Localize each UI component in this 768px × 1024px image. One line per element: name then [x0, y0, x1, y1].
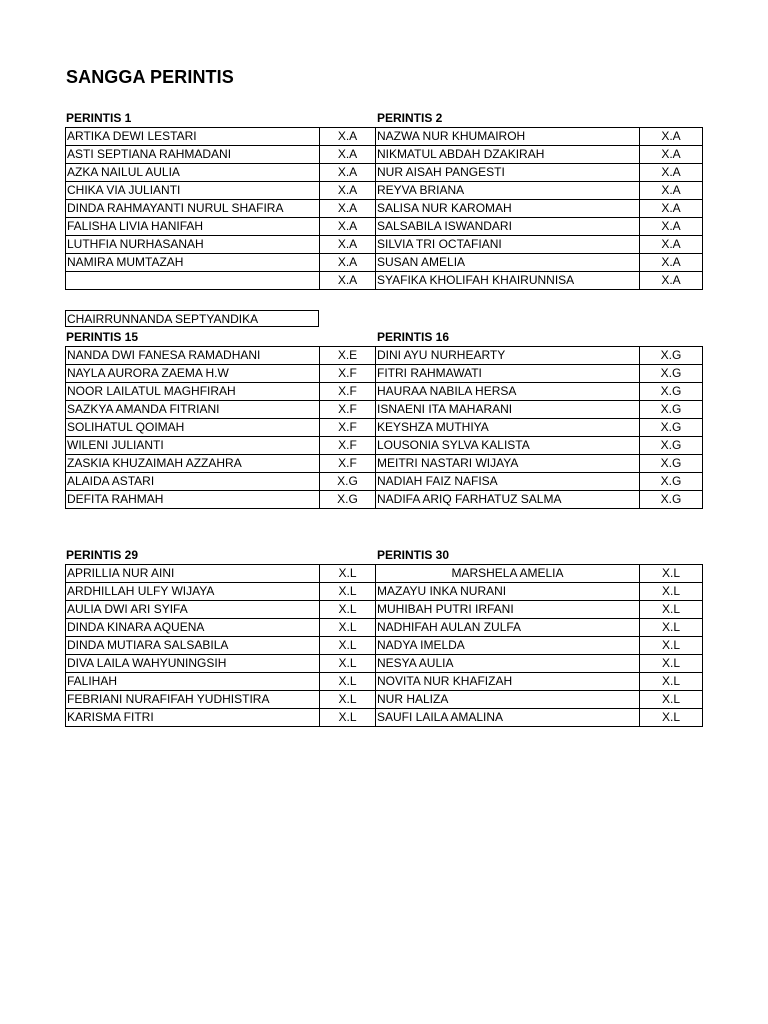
- class-left: X.A: [320, 218, 376, 236]
- class-left: X.L: [320, 601, 376, 619]
- class-left: X.F: [320, 419, 376, 437]
- member-name-right: MUHIBAH PUTRI IRFANI: [376, 601, 640, 619]
- class-left: X.A: [320, 254, 376, 272]
- member-name-left: NANDA DWI FANESA RAMADHANI: [66, 347, 320, 365]
- member-table-b: [65, 346, 703, 509]
- member-name-left: ALAIDA ASTARI: [66, 473, 320, 491]
- member-name-left: APRILLIA NUR AINI: [66, 565, 320, 583]
- table-row: [66, 655, 703, 673]
- group-header-perintis-15: PERINTIS 15: [66, 330, 139, 344]
- table-row: [66, 491, 703, 509]
- table-row: [66, 200, 703, 218]
- table-row: [66, 419, 703, 437]
- member-name-left: DINDA KINARA AQUENA: [66, 619, 320, 637]
- class-right: X.L: [640, 673, 703, 691]
- member-name-right: SYAFIKA KHOLIFAH KHAIRUNNISA: [376, 272, 640, 290]
- member-name-left: NOOR LAILATUL MAGHFIRAH: [66, 383, 320, 401]
- class-left: X.A: [320, 182, 376, 200]
- member-name-right: SUSAN AMELIA: [376, 254, 640, 272]
- class-right: X.A: [640, 146, 703, 164]
- member-name-right: SALISA NUR KAROMAH: [376, 200, 640, 218]
- table-row: [66, 455, 703, 473]
- class-left: X.L: [320, 637, 376, 655]
- member-name-left: ARDHILLAH ULFY WIJAYA: [66, 583, 320, 601]
- class-left: X.E: [320, 347, 376, 365]
- class-left: X.L: [320, 619, 376, 637]
- table-row: [66, 709, 703, 727]
- member-name-left: [66, 272, 320, 290]
- group-header-perintis-29: PERINTIS 29: [66, 548, 139, 562]
- member-name-left: AZKA NAILUL AULIA: [66, 164, 320, 182]
- class-left: X.G: [320, 473, 376, 491]
- member-name-right: NADYA IMELDA: [376, 637, 640, 655]
- member-name-right: NOVITA NUR KHAFIZAH: [376, 673, 640, 691]
- class-right: X.G: [640, 491, 703, 509]
- member-name-left: ASTI SEPTIANA RAHMADANI: [66, 146, 320, 164]
- class-right: X.G: [640, 473, 703, 491]
- member-table-c: [65, 564, 703, 727]
- member-name-right: NESYA AULIA: [376, 655, 640, 673]
- class-left: X.F: [320, 437, 376, 455]
- table-row: [66, 128, 703, 146]
- member-name-left: FALISHA LIVIA HANIFAH: [66, 218, 320, 236]
- class-left: X.A: [320, 200, 376, 218]
- class-right: X.A: [640, 272, 703, 290]
- member-name-left: DEFITA RAHMAH: [66, 491, 320, 509]
- class-left: X.L: [320, 583, 376, 601]
- member-name-left: AULIA DWI ARI SYIFA: [66, 601, 320, 619]
- class-left: X.A: [320, 128, 376, 146]
- table-row: [66, 164, 703, 182]
- class-right: X.A: [640, 128, 703, 146]
- member-name-left: SOLIHATUL QOIMAH: [66, 419, 320, 437]
- member-name-right: NADHIFAH AULAN ZULFA: [376, 619, 640, 637]
- member-name-right: NUR AISAH PANGESTI: [376, 164, 640, 182]
- member-name-right: NIKMATUL ABDAH DZAKIRAH: [376, 146, 640, 164]
- class-left: X.F: [320, 401, 376, 419]
- member-name-left: ZASKIA KHUZAIMAH AZZAHRA: [66, 455, 320, 473]
- class-left: X.F: [320, 383, 376, 401]
- table-row: [66, 236, 703, 254]
- table-row: [66, 637, 703, 655]
- class-right: X.G: [640, 401, 703, 419]
- member-name-left: NAYLA AURORA ZAEMA H.W: [66, 365, 320, 383]
- table-row: [66, 254, 703, 272]
- class-right: X.G: [640, 347, 703, 365]
- class-left: X.A: [320, 236, 376, 254]
- member-name-right: NAZWA NUR KHUMAIROH: [376, 128, 640, 146]
- table-row: [66, 437, 703, 455]
- table-row: [66, 347, 703, 365]
- member-name-right: FITRI RAHMAWATI: [376, 365, 640, 383]
- class-right: X.L: [640, 619, 703, 637]
- member-name-left: ARTIKA DEWI LESTARI: [66, 128, 320, 146]
- member-name-left: DIVA LAILA WAHYUNINGSIH: [66, 655, 320, 673]
- table-row: [66, 383, 703, 401]
- member-name-right: LOUSONIA SYLVA KALISTA: [376, 437, 640, 455]
- member-name-left: NAMIRA MUMTAZAH: [66, 254, 320, 272]
- class-right: X.A: [640, 200, 703, 218]
- member-name-left: LUTHFIA NURHASANAH: [66, 236, 320, 254]
- class-right: X.A: [640, 218, 703, 236]
- class-right: X.G: [640, 455, 703, 473]
- class-right: X.A: [640, 182, 703, 200]
- class-left: X.L: [320, 655, 376, 673]
- class-right: X.L: [640, 691, 703, 709]
- table-row: [66, 673, 703, 691]
- member-name-right: SALSABILA ISWANDARI: [376, 218, 640, 236]
- member-name-right: SAUFI LAILA AMALINA: [376, 709, 640, 727]
- class-right: X.L: [640, 583, 703, 601]
- class-right: X.G: [640, 437, 703, 455]
- member-name-left: DINDA MUTIARA SALSABILA: [66, 637, 320, 655]
- group-header-perintis-1: PERINTIS 1: [66, 111, 132, 125]
- member-name-right: HAURAA NABILA HERSA: [376, 383, 640, 401]
- member-name-left: FEBRIANI NURAFIFAH YUDHISTIRA: [66, 691, 320, 709]
- class-right: X.A: [640, 236, 703, 254]
- class-left: X.A: [320, 164, 376, 182]
- member-name-right: MEITRI NASTARI WIJAYA: [376, 455, 640, 473]
- class-right: X.G: [640, 419, 703, 437]
- member-name-left: SAZKYA AMANDA FITRIANI: [66, 401, 320, 419]
- class-left: X.A: [320, 146, 376, 164]
- member-name-left: FALIHAH: [66, 673, 320, 691]
- table-row: [66, 272, 703, 290]
- class-right: X.L: [640, 565, 703, 583]
- member-name-right: REYVA BRIANA: [376, 182, 640, 200]
- class-left: X.G: [320, 491, 376, 509]
- member-name-right: NADIFA ARIQ FARHATUZ SALMA: [376, 491, 640, 509]
- table-row: [66, 601, 703, 619]
- group-header-perintis-2: PERINTIS 2: [377, 111, 443, 125]
- table-row: [66, 365, 703, 383]
- table-row: [66, 619, 703, 637]
- class-right: X.L: [640, 709, 703, 727]
- member-name-right: DINI AYU NURHEARTY: [376, 347, 640, 365]
- class-left: X.L: [320, 565, 376, 583]
- member-name-left: KARISMA FITRI: [66, 709, 320, 727]
- member-name-left: DINDA RAHMAYANTI NURUL SHAFIRA: [66, 200, 320, 218]
- member-name-right: ISNAENI ITA MAHARANI: [376, 401, 640, 419]
- member-name-right: MARSHELA AMELIA: [376, 565, 640, 583]
- class-right: X.L: [640, 601, 703, 619]
- class-right: X.G: [640, 365, 703, 383]
- table-row: [66, 401, 703, 419]
- member-name-right: MAZAYU INKA NURANI: [376, 583, 640, 601]
- page-title: SANGGA PERINTIS: [66, 67, 234, 87]
- member-name-left: CHIKA VIA JULIANTI: [66, 182, 320, 200]
- class-right: X.L: [640, 637, 703, 655]
- table-row: [66, 146, 703, 164]
- class-right: X.A: [640, 164, 703, 182]
- table-row: [66, 473, 703, 491]
- table-row: [66, 583, 703, 601]
- table-row: [66, 691, 703, 709]
- class-right: X.A: [640, 254, 703, 272]
- member-name-right: KEYSHZA MUTHIYA: [376, 419, 640, 437]
- group-header-perintis-30: PERINTIS 30: [377, 548, 450, 562]
- table-row: [66, 218, 703, 236]
- class-right: X.G: [640, 383, 703, 401]
- standalone-name-cell: CHAIRRUNNANDA SEPTYANDIKA: [65, 310, 319, 327]
- class-left: X.F: [320, 455, 376, 473]
- class-right: X.L: [640, 655, 703, 673]
- member-table-a: [65, 127, 703, 290]
- member-name-right: NUR HALIZA: [376, 691, 640, 709]
- class-left: X.A: [320, 272, 376, 290]
- class-left: X.L: [320, 673, 376, 691]
- class-left: X.L: [320, 691, 376, 709]
- member-name-right: NADIAH FAIZ NAFISA: [376, 473, 640, 491]
- table-row: [66, 565, 703, 583]
- class-left: X.L: [320, 709, 376, 727]
- member-name-right: SILVIA TRI OCTAFIANI: [376, 236, 640, 254]
- group-header-perintis-16: PERINTIS 16: [377, 330, 450, 344]
- class-left: X.F: [320, 365, 376, 383]
- table-row: [66, 182, 703, 200]
- member-name-left: WILENI JULIANTI: [66, 437, 320, 455]
